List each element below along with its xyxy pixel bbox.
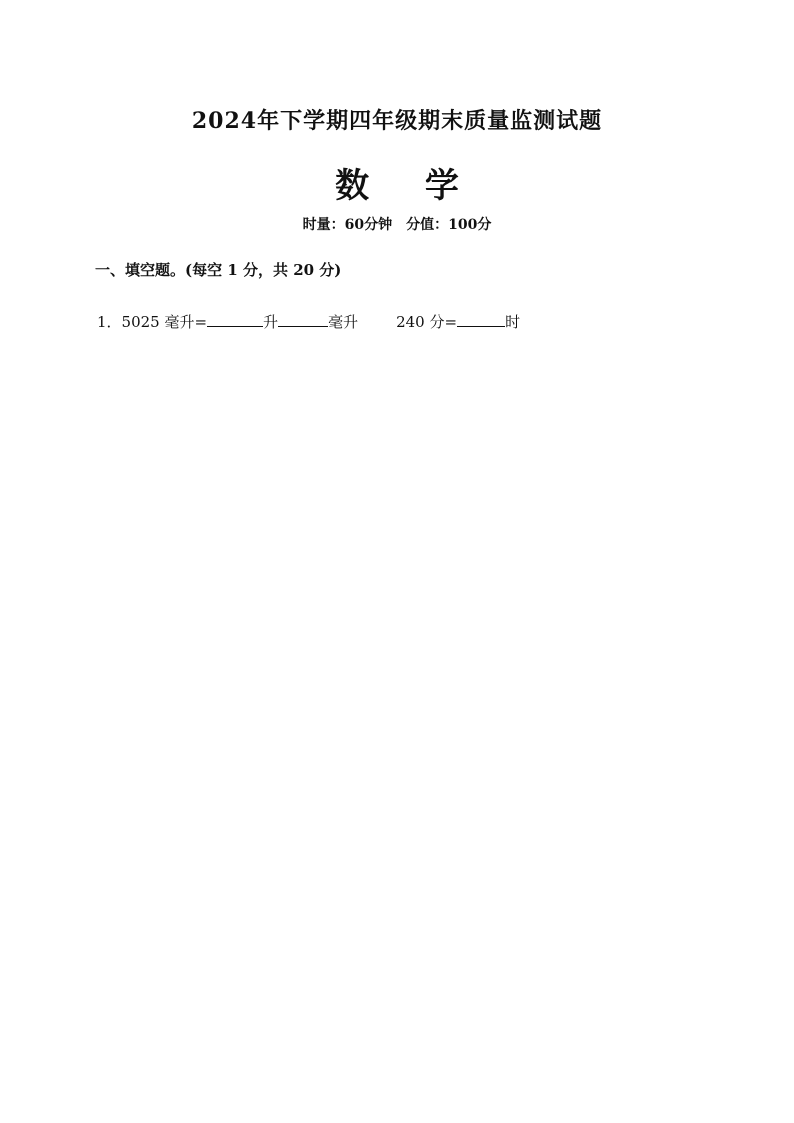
answer-blank[interactable] [457, 312, 505, 327]
time-score-info: 时量：60分钟 分值：100分 [302, 217, 492, 233]
question-text: 5025 毫升= [121, 313, 208, 331]
question-text: 毫升 [328, 313, 359, 331]
question-1 [97, 312, 520, 332]
answer-blank[interactable] [207, 312, 263, 327]
subject-title: 数 学 [335, 166, 481, 206]
question-text: 240 分= [396, 313, 458, 331]
question-text: 时 [505, 313, 521, 331]
exam-title: 2024年下学期四年级期末质量监测试题 [191, 108, 603, 134]
question-text: 升 [263, 313, 279, 331]
question-number: 1． [97, 313, 122, 331]
answer-blank[interactable] [278, 312, 328, 327]
section-1-heading: 一、填空题。(每空 1 分，共 20 分) [95, 261, 342, 279]
